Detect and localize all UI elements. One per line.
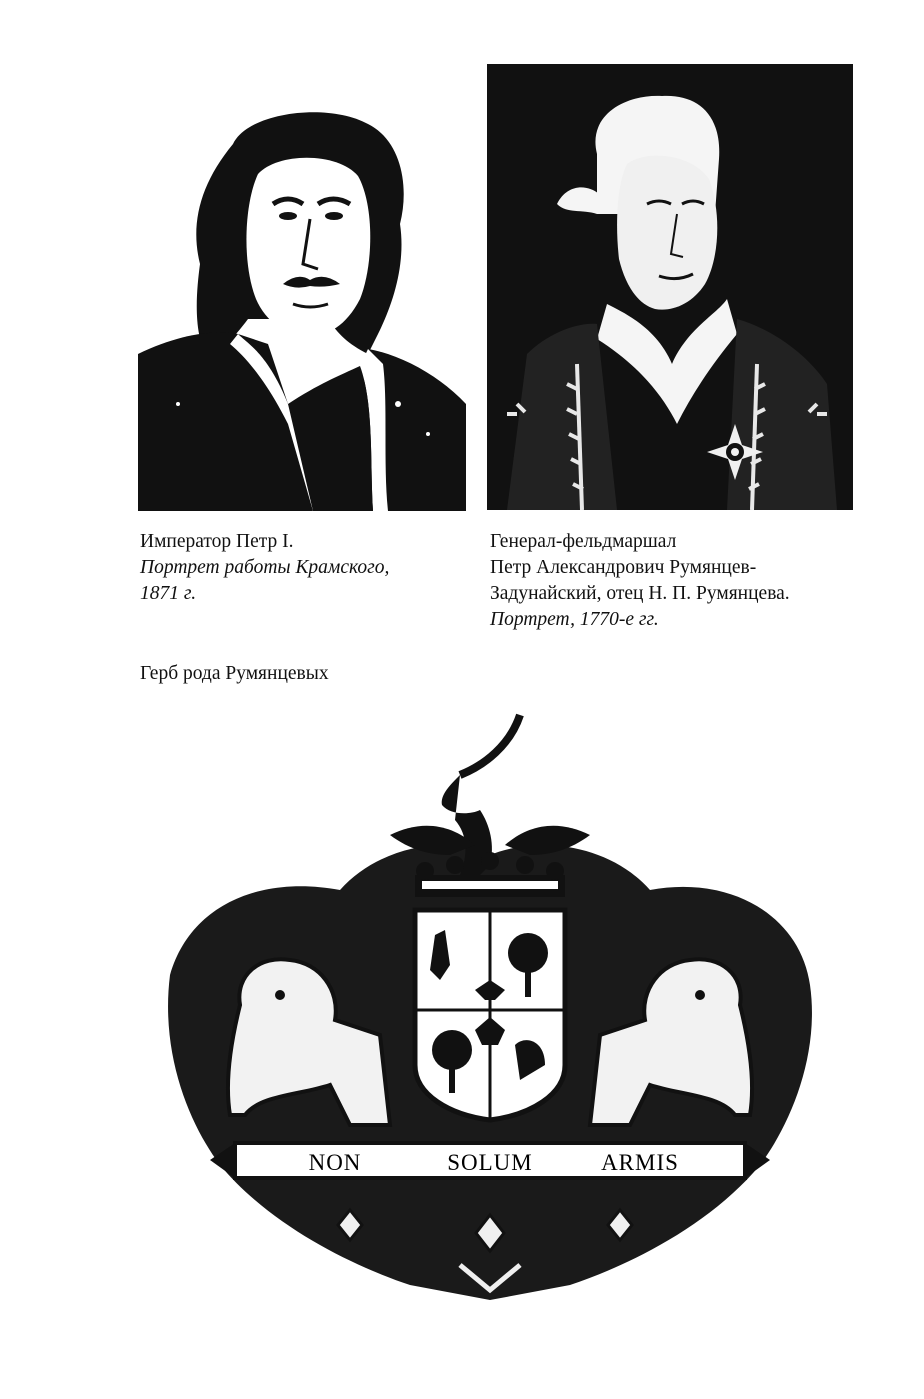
caption-line: Генерал-фельдмаршал (490, 531, 677, 552)
motto-word-solum: SOLUM (447, 1150, 533, 1175)
caption-line: Петр Александрович Румянцев- (490, 557, 757, 578)
portrait-rumyantsev-zadunaisky (487, 64, 853, 510)
portrait-peter-i (138, 104, 466, 511)
caption-subtitle: Портрет работы Крамского, (140, 557, 390, 578)
caption-peter-i (140, 529, 470, 607)
caption-subtitle: Портрет, 1770-е гг. (490, 609, 659, 630)
coat-of-arms-image (150, 705, 830, 1305)
caption-subtitle: 1871 г. (140, 583, 197, 604)
motto-word-armis: ARMIS (601, 1150, 679, 1175)
caption-coat-of-arms: Герб рода Румянцевых (140, 663, 329, 684)
motto-word-non: NON (308, 1150, 362, 1175)
caption-rumyantsev (490, 529, 870, 633)
caption-line: Задунайский, отец Н. П. Румянцева. (490, 583, 790, 604)
caption-title: Император Петр I. (140, 531, 294, 552)
